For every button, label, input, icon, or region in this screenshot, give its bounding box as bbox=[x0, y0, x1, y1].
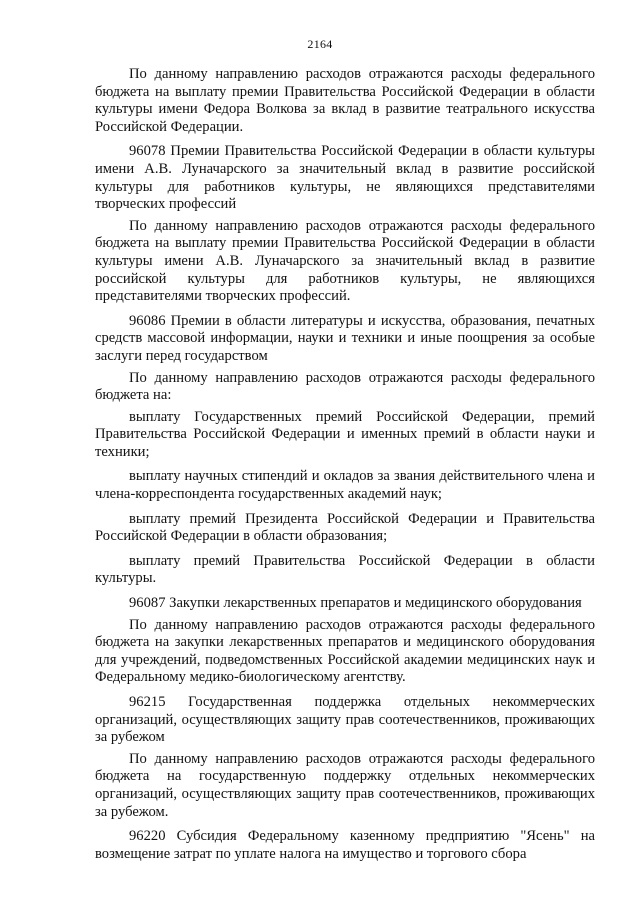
list-item-culture-prizes: выплату премий Правительства Российской Федерации в области культуры. bbox=[95, 552, 595, 587]
paragraph-96086-heading: 96086 Премии в области литературы и искусства, образования, печатных средств массовой информации, науки и техники и иные поощрения за особые заслуги перед государством bbox=[95, 312, 595, 364]
paragraph-96087-heading: 96087 Закупки лекарственных препаратов и медицинского оборудования bbox=[129, 595, 582, 612]
list-item-education-prizes: выплату премий Президента Российской Федерации и Правительства Российской Федерации в области образования; bbox=[95, 510, 595, 545]
paragraph-96078-description: По данному направлению расходов отражаются расходы федерального бюджета на выплату премии Правительства Российской Федерации в области культуры имени А.В. Луначарского за значительный вклад в развитие российской культуры для работников культуры, не являющихся представителями творческих профессий. bbox=[95, 217, 595, 305]
list-item-scientific-stipends: выплату научных стипендий и окладов за звания действительного члена и члена-корреспондента государственных академий наук; bbox=[95, 468, 595, 503]
paragraph-96086-description: По данному направлению расходов отражаются расходы федерального бюджета на: bbox=[95, 369, 595, 404]
paragraph-96078-heading: 96078 Премии Правительства Российской Федерации в области культуры имени А.В. Луначарского за значительный вклад в развитие российской культуры для работников культуры, не являющихся представителями творческих профессий bbox=[95, 143, 595, 213]
paragraph-96087-description: По данному направлению расходов отражаются расходы федерального бюджета на закупки лекарственных препаратов и медицинского оборудования для учреждений, подведомственных Российской академии медицинских наук и Федеральному медико-биологическому агентству. bbox=[95, 616, 595, 686]
paragraph-96220-heading: 96220 Субсидия Федеральному казенному предприятию "Ясень" на возмещение затрат по уплате налога на имущество и торгового сбора bbox=[95, 828, 595, 862]
document-body bbox=[95, 66, 595, 870]
list-item-state-prizes: выплату Государственных премий Российской Федерации, премий Правительства Российской Федерации и именных премий в области науки и техники; bbox=[95, 408, 595, 460]
page-number: 2164 bbox=[307, 37, 333, 51]
paragraph-96215-description: По данному направлению расходов отражаются расходы федерального бюджета на государственную поддержку отдельных некоммерческих организаций, осуществляющих защиту прав соотечественников, проживающих за рубежом. bbox=[95, 750, 595, 820]
paragraph-96215-heading: 96215 Государственная поддержка отдельных некоммерческих организаций, осуществляющих защиту прав соотечественников, проживающих за рубежом bbox=[95, 694, 595, 746]
paragraph-volkov-prize-description: По данному направлению расходов отражаются расходы федерального бюджета на выплату премии Правительства Российской Федерации в области культуры имени Федора Волкова за вклад в развитие театрального искусства Российской Федерации. bbox=[95, 66, 595, 135]
